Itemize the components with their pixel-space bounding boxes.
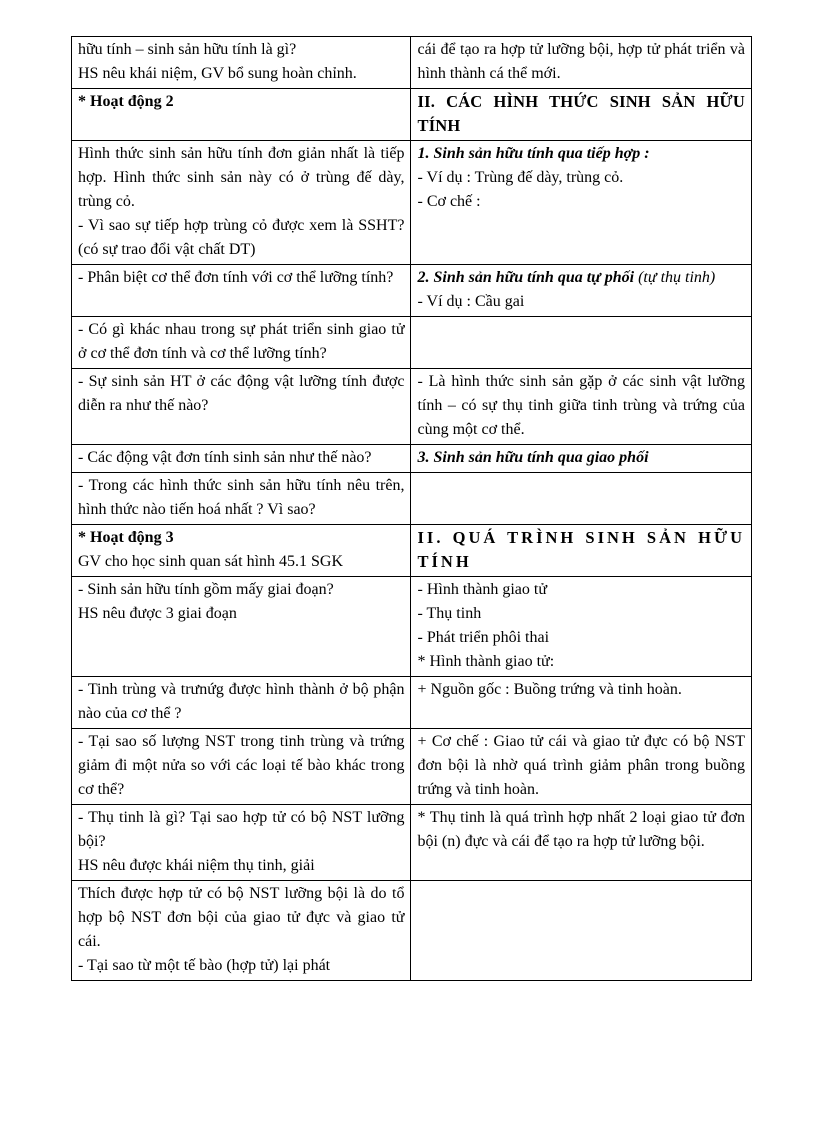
cell-text: - Sự sinh sản HT ở các động vật lưỡng tính được diễn ra như thế nào? bbox=[78, 373, 405, 414]
left-cell bbox=[72, 729, 411, 805]
table-row bbox=[72, 317, 752, 369]
cell-text: * Hình thành giao tử: bbox=[417, 653, 555, 670]
cell-text: * Thụ tinh là quá trình hợp nhất 2 loại giao tử đơn bội (n) đực và cái để tạo ra hợp tử lưỡng bội. bbox=[417, 809, 745, 850]
activity-title: * Hoạt động 2 bbox=[78, 93, 174, 110]
right-cell bbox=[411, 317, 752, 369]
table-row bbox=[72, 265, 752, 317]
left-cell bbox=[72, 473, 411, 525]
table-row bbox=[72, 445, 752, 473]
right-cell bbox=[411, 445, 752, 473]
table-row bbox=[72, 729, 752, 805]
right-cell bbox=[411, 369, 752, 445]
right-cell bbox=[411, 577, 752, 677]
lesson-table bbox=[71, 36, 752, 981]
right-cell bbox=[411, 525, 752, 577]
section-heading: II. QUÁ TRÌNH SINH SẢN HỮU TÍNH bbox=[417, 528, 745, 571]
cell-text: - Thụ tinh là gì? Tại sao hợp tử có bộ NST lưỡng bội? bbox=[78, 809, 405, 850]
cell-text: - Phân biệt cơ thể đơn tính với cơ thể lưỡng tính? bbox=[78, 269, 394, 286]
table-row bbox=[72, 677, 752, 729]
right-cell bbox=[411, 37, 752, 89]
left-cell bbox=[72, 881, 411, 981]
cell-text: GV cho học sinh quan sát hình 45.1 SGK bbox=[78, 553, 344, 570]
cell-text: - Tại sao số lượng NST trong tinh trùng và trứng giảm đi một nửa so với các loại tế bào khác trong cơ thể? bbox=[78, 733, 405, 798]
cell-text: - Thụ tinh bbox=[417, 605, 482, 622]
left-cell bbox=[72, 317, 411, 369]
activity-title: * Hoạt động 3 bbox=[78, 529, 174, 546]
cell-text: - Phát triển phôi thai bbox=[417, 629, 550, 646]
subsection-note: (tự thụ tinh) bbox=[638, 269, 716, 286]
table-row bbox=[72, 37, 752, 89]
cell-text: HS nêu được 3 giai đoạn bbox=[78, 605, 237, 622]
cell-text: Hình thức sinh sản hữu tính đơn giản nhất là tiếp hợp. Hình thức sinh sản này có ở trùng đế dày, trùng cỏ. bbox=[78, 145, 405, 210]
table-row bbox=[72, 881, 752, 981]
subsection-title: 3. Sinh sản hữu tính qua giao phối bbox=[417, 449, 649, 466]
table-row bbox=[72, 525, 752, 577]
right-cell bbox=[411, 141, 752, 265]
left-cell bbox=[72, 141, 411, 265]
cell-text: - Tinh trùng và trưnứg được hình thành ở bộ phận nào của cơ thể ? bbox=[78, 681, 405, 722]
cell-text: + Cơ chế : Giao tử cái và giao tử đực có bộ NST đơn bội là nhờ quá trình giảm phân trong buồng trứng và tinh hoàn. bbox=[417, 733, 745, 798]
cell-text: - Vì sao sự tiếp hợp trùng cỏ được xem là SSHT? (có sự trao đổi vật chất DT) bbox=[78, 217, 405, 258]
subsection-title: 1. Sinh sản hữu tính qua tiếp hợp : bbox=[417, 145, 650, 162]
table-row bbox=[72, 805, 752, 881]
cell-text: - Có gì khác nhau trong sự phát triển sinh giao tử ở cơ thể đơn tính và cơ thể lưỡng tính? bbox=[78, 321, 405, 362]
left-cell bbox=[72, 265, 411, 317]
cell-text: cái để tạo ra hợp tử lưỡng bội, hợp tử phát triển và hình thành cá thể mới. bbox=[417, 41, 745, 82]
right-cell bbox=[411, 473, 752, 525]
right-cell bbox=[411, 677, 752, 729]
cell-text: - Sinh sản hữu tính gồm mấy giai đoạn? bbox=[78, 581, 334, 598]
cell-text: Thích được hợp tử có bộ NST lưỡng bội là do tổ hợp bộ NST đơn bội của giao tử đực và giao tử cái. bbox=[78, 885, 405, 950]
left-cell bbox=[72, 525, 411, 577]
table-row bbox=[72, 473, 752, 525]
left-cell bbox=[72, 89, 411, 141]
table-row bbox=[72, 141, 752, 265]
table-row bbox=[72, 369, 752, 445]
table-row bbox=[72, 89, 752, 141]
left-cell bbox=[72, 677, 411, 729]
right-cell bbox=[411, 265, 752, 317]
cell-text: + Nguồn gốc : Buồng trứng và tinh hoàn. bbox=[417, 681, 682, 698]
right-cell bbox=[411, 729, 752, 805]
cell-text: - Trong các hình thức sinh sản hữu tính nêu trên, hình thức nào tiến hoá nhất ? Vì sao? bbox=[78, 477, 405, 518]
right-cell bbox=[411, 805, 752, 881]
cell-text: - Các động vật đơn tính sinh sản như thế nào? bbox=[78, 449, 372, 466]
left-cell bbox=[72, 445, 411, 473]
right-cell bbox=[411, 89, 752, 141]
section-heading: II. CÁC HÌNH THỨC SINH SẢN HỮU TÍNH bbox=[417, 92, 745, 135]
cell-text: - Ví dụ : Cầu gai bbox=[417, 293, 525, 310]
cell-text: - Ví dụ : Trùng đế dày, trùng cỏ. bbox=[417, 169, 624, 186]
cell-text: - Là hình thức sinh sản gặp ở các sinh vật lưỡng tính – có sự thụ tinh giữa tinh trùng và trứng của cùng một cơ thể. bbox=[417, 373, 745, 438]
cell-text: HS nêu khái niệm, GV bổ sung hoàn chỉnh. bbox=[78, 65, 357, 82]
cell-text: hữu tính – sinh sản hữu tính là gì? bbox=[78, 41, 297, 58]
subsection-title: 2. Sinh sản hữu tính qua tự phối bbox=[417, 269, 635, 286]
right-cell bbox=[411, 881, 752, 981]
cell-text: - Tại sao từ một tế bào (hợp tử) lại phát bbox=[78, 957, 331, 974]
left-cell bbox=[72, 577, 411, 677]
cell-text: HS nêu được khái niệm thụ tinh, giải bbox=[78, 857, 315, 874]
left-cell bbox=[72, 37, 411, 89]
cell-text: - Hình thành giao tử bbox=[417, 581, 548, 598]
left-cell bbox=[72, 805, 411, 881]
left-cell bbox=[72, 369, 411, 445]
table-row bbox=[72, 577, 752, 677]
cell-text: - Cơ chế : bbox=[417, 193, 481, 210]
